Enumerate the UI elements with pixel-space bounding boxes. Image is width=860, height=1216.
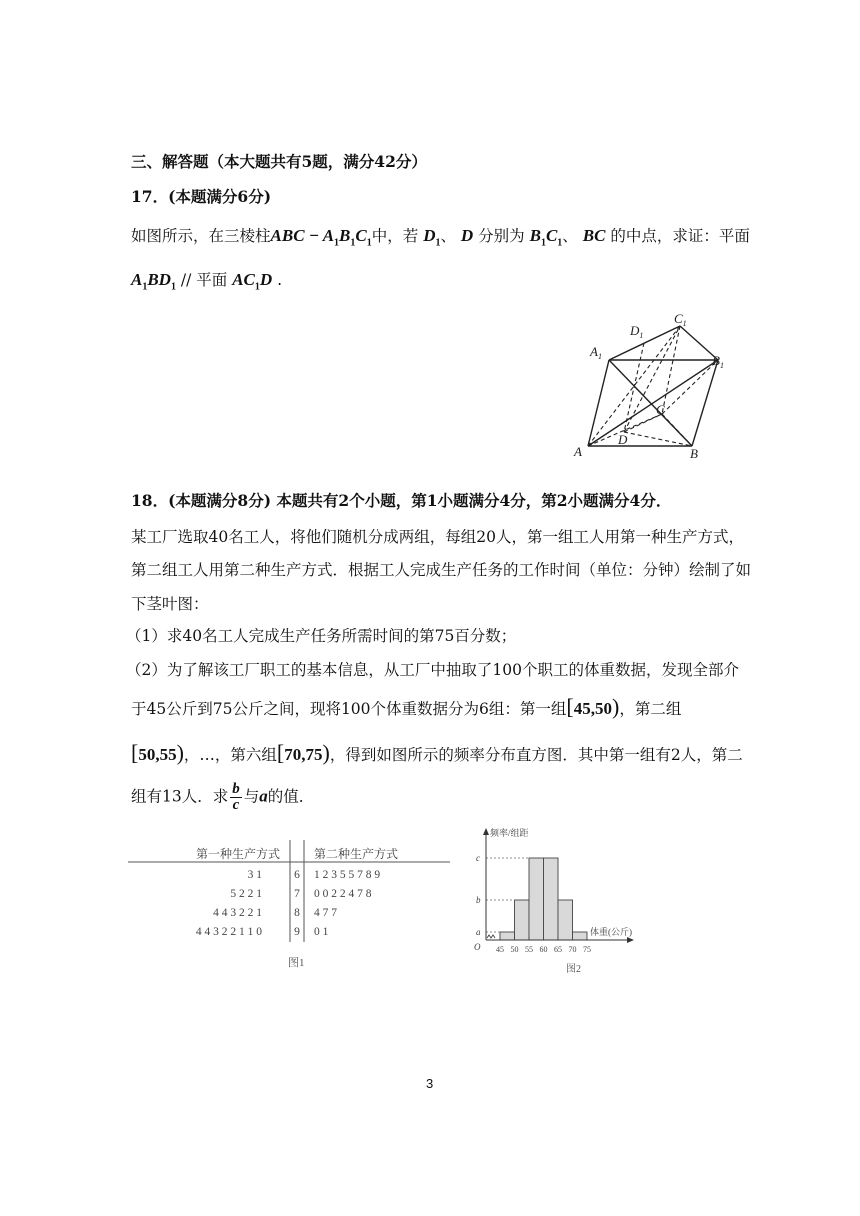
- histogram-x-tick: 55: [525, 945, 533, 954]
- prism-figure: [570, 308, 740, 463]
- histogram-chart: [470, 826, 660, 978]
- histogram-x-tick: 50: [510, 945, 519, 954]
- stem-leaf-left-leaves: 4 4 3 2 2 1: [213, 907, 262, 919]
- stem-leaf-right-header: 第二种生产方式: [314, 847, 399, 861]
- stem-leaf-stem: 6: [294, 869, 300, 881]
- q18-paragraph-line3: 下茎叶图：: [131, 595, 209, 613]
- histogram-x-tick: 75: [583, 945, 591, 954]
- stem-leaf-plot: [128, 838, 454, 973]
- q18-text: 组有13人．求: [131, 787, 229, 806]
- q17-text: 中，若: [371, 227, 419, 245]
- label-d1: $D_1$: [630, 323, 644, 340]
- q18-text: ，…，第六组: [183, 746, 277, 764]
- q18-paragraph-line2: 第二组工人用第二种生产方式．根据工人完成生产任务的工作时间（单位：分钟）绘制了如: [131, 561, 752, 579]
- section-heading: 三、解答题（本大题共有5题，满分42分）: [131, 152, 427, 171]
- stem-leaf-left-leaves: 4 4 3 2 2 1 1 0: [195, 926, 262, 938]
- q18-subquestion-1: （1）求40名工人完成生产任务所需时间的第75百分数；: [126, 627, 517, 645]
- interval-45-50: [45,50): [566, 694, 620, 719]
- q18-text: 与: [243, 787, 260, 806]
- q18-text: ，得到如图所示的频率分布直方图．其中第一组有2人，第二: [329, 746, 743, 764]
- q17-line1: [131, 224, 750, 248]
- label-b: B: [690, 446, 698, 461]
- q17-text: 、: [562, 227, 578, 245]
- q17-text: // 平面: [180, 271, 228, 289]
- var-a: a: [259, 786, 268, 806]
- x-axis-label: 体重(公斤): [590, 927, 632, 937]
- stem-leaf-stem: 9: [294, 926, 300, 938]
- histogram-x-tick: 65: [554, 945, 562, 954]
- stem-leaf-right-leaves: 4 7 7: [314, 907, 337, 919]
- q18-text: 于45公斤到75公斤之间，现将100个体重数据分为6组：第一组: [131, 700, 567, 718]
- q18-text: ，第二组: [619, 700, 682, 718]
- q18-subquestion-2-line3: [131, 740, 743, 766]
- point-d1: $D_1$: [423, 226, 441, 249]
- q18-subquestion-2-line4: [131, 782, 314, 813]
- q18-heading: 18．(本题满分8分) 本题共有2个小题，第1小题满分4分，第2小题满分4分．: [131, 491, 672, 510]
- plane-a1bd1: $A_1BD_1$: [131, 270, 176, 293]
- histogram-bar: [573, 932, 588, 940]
- q17-text: 、: [440, 227, 456, 245]
- histogram-x-tick: 60: [539, 945, 548, 954]
- label-c: C: [656, 402, 665, 417]
- label-c1: $C_1$: [674, 311, 687, 328]
- histogram-bar: [529, 858, 544, 940]
- q17-text: .: [277, 271, 283, 289]
- label-d: D: [618, 432, 628, 447]
- fraction-b-over-c: $\frac{b}{c}$: [232, 781, 240, 813]
- stem-leaf-left-header: 第一种生产方式: [195, 847, 280, 861]
- stem-leaf-stem: 7: [294, 888, 300, 900]
- q17-heading: 17．(本题满分6分): [131, 187, 272, 206]
- stem-leaf-right-leaves: 1 2 3 5 5 7 8 9: [314, 869, 381, 881]
- figure1-caption: 图1: [288, 957, 305, 969]
- q17-text: 的中点，求证：平面: [610, 227, 750, 245]
- origin-label: O: [474, 942, 481, 952]
- histogram-bar: [515, 900, 530, 940]
- histogram-x-tick: 45: [496, 945, 504, 954]
- q17-text: 如图所示，在三棱柱: [131, 227, 271, 245]
- segment-b1c1: $B_1C_1$: [529, 226, 563, 249]
- histogram-x-tick: 70: [568, 945, 577, 954]
- segment-bc: BC: [582, 226, 606, 245]
- q17-text: 分别为: [478, 227, 525, 245]
- q18-paragraph-line1: 某工厂选取40名工人，将他们随机分成两组，每组20人，第一组工人用第一种生产方式，: [131, 528, 744, 546]
- stem-leaf-right-leaves: 0 0 2 2 4 7 8: [314, 888, 372, 900]
- q18-text: 的值．: [267, 787, 315, 806]
- q18-subquestion-2-line2: [131, 694, 681, 720]
- point-d: D: [460, 226, 474, 245]
- plane-ac1d: $AC_1D$: [232, 270, 273, 293]
- prism-name: ABC − $A_1B_1C_1$: [270, 226, 372, 249]
- stem-leaf-right-leaves: 0 1: [314, 926, 329, 938]
- figure2-caption: 图2: [566, 964, 581, 975]
- histogram-y-tick: a: [476, 927, 481, 937]
- y-axis-arrow: [483, 828, 489, 835]
- y-axis-label: 频率/组距: [490, 828, 529, 838]
- stem-leaf-left-leaves: 3 1: [247, 869, 262, 881]
- stem-leaf-left-leaves: 5 2 2 1: [230, 888, 262, 900]
- histogram-y-tick: c: [476, 853, 480, 863]
- histogram-bar: [558, 900, 573, 940]
- axis-break-icon: [487, 935, 495, 938]
- histogram-bar: [500, 932, 515, 940]
- interval-70-75: [70,75): [276, 740, 330, 765]
- label-a1: $A_1$: [590, 344, 602, 361]
- label-b1: $B_1$: [712, 353, 724, 370]
- histogram-bar: [544, 858, 559, 940]
- label-a: A: [574, 444, 582, 459]
- interval-50-55: [50,55): [131, 740, 184, 765]
- page-number: 3: [426, 1076, 434, 1091]
- q17-line2: [131, 268, 282, 292]
- histogram-y-tick: b: [476, 895, 481, 905]
- x-axis-arrow: [627, 937, 634, 943]
- stem-leaf-stem: 8: [294, 907, 300, 919]
- q18-subquestion-2-line1: （2）为了解该工厂职工的基本信息，从工厂中抽取了100个职工的体重数据，发现全部介: [126, 661, 739, 679]
